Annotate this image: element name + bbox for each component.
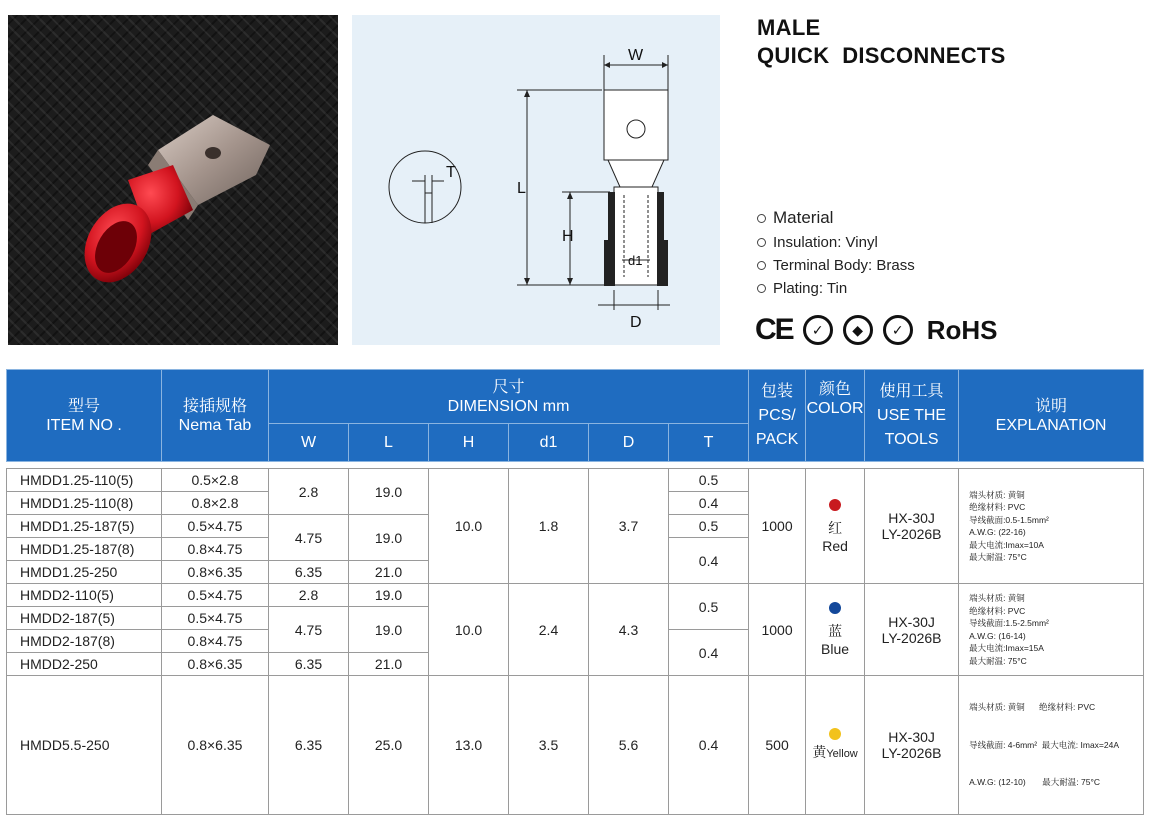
label-l: L [517, 180, 526, 197]
yellow-dot-icon [829, 728, 841, 740]
cell-tools [865, 676, 959, 815]
cell-l: 21.0 [349, 653, 429, 676]
cell-t: 0.5 [669, 584, 749, 630]
header-nema-tab: 接插规格 Nema Tab [162, 370, 269, 462]
nema-tab: 0.5×2.8 [162, 469, 269, 492]
bullet-icon [757, 261, 766, 270]
color-en: Blue [821, 641, 850, 657]
header-d: D [589, 424, 669, 462]
explanation-line: A.W.G: (16-14) [969, 630, 1026, 641]
cell-t: 0.4 [669, 630, 749, 676]
cell-t: 0.4 [669, 676, 749, 815]
cell-tools [865, 584, 959, 676]
cell-color [806, 584, 865, 676]
nema-tab: 0.8×4.75 [162, 630, 269, 653]
cell-pack: 1000 [749, 584, 806, 676]
tool-2: LY-2026B [881, 744, 942, 761]
cell-w: 4.75 [269, 515, 349, 561]
header-h: H [429, 424, 509, 462]
certification-seal-icon: ✓ [803, 315, 833, 345]
label-d1: d1 [628, 253, 643, 268]
cell-explanation [959, 469, 1144, 584]
explanation-line: 导线截面:0.5-1.5mm² [969, 514, 1049, 525]
explanation-line: 端头材质: 黄铜 [969, 593, 1025, 603]
header-w: W [269, 424, 349, 462]
sgs-seal-icon: ✓ [883, 315, 913, 345]
nema-tab: 0.8×6.35 [162, 676, 269, 815]
item-no: HMDD1.25-110(8) [7, 492, 162, 515]
color-en: Red [822, 537, 848, 554]
header-pack: 包装 PCS/ PACK [749, 370, 806, 462]
cell-t: 0.4 [669, 492, 749, 515]
cell-l: 21.0 [349, 561, 429, 584]
title-line-1: MALE [757, 15, 821, 40]
explanation-line: 最大电流:Imax=10A [969, 539, 1044, 550]
cell-explanation [959, 676, 1144, 815]
terminal-diagram [352, 15, 720, 345]
explanation-line: 端头材质: 黄铜 [969, 489, 1025, 500]
cell-w: 4.75 [269, 607, 349, 653]
item-no: HMDD1.25-187(8) [7, 538, 162, 561]
item-no: HMDD2-187(8) [7, 630, 162, 653]
tool-1: HX-30J [888, 728, 935, 745]
certification-logos [755, 313, 997, 347]
blue-dot-icon [829, 602, 841, 614]
cell-w: 6.35 [269, 676, 349, 815]
explanation-line: 绝缘材料: PVC [969, 605, 1026, 616]
tool-1: HX-30J [888, 613, 935, 630]
cell-h: 10.0 [429, 469, 509, 584]
nema-tab: 0.8×2.8 [162, 492, 269, 515]
spec-table [6, 369, 1144, 815]
table-row [7, 676, 1144, 815]
nema-tab: 0.8×6.35 [162, 561, 269, 584]
material-item: Plating: Tin [773, 280, 848, 297]
cell-l: 19.0 [349, 584, 429, 607]
material-heading: Material [773, 208, 834, 227]
nema-tab: 0.5×4.75 [162, 607, 269, 630]
explanation-line: 绝缘材料: PVC [969, 502, 1026, 512]
header-d1: d1 [509, 424, 589, 462]
quality-seal-icon: ◆ [843, 315, 873, 345]
header-l: L [349, 424, 429, 462]
bullet-icon [757, 238, 766, 247]
cell-d: 5.6 [589, 676, 669, 815]
cell-l: 19.0 [349, 607, 429, 653]
ce-mark-icon: CE [755, 313, 793, 346]
cell-w: 6.35 [269, 653, 349, 676]
cell-h: 10.0 [429, 584, 509, 676]
cell-pack: 1000 [749, 469, 806, 584]
table-row [7, 584, 1144, 607]
bullet-icon [757, 284, 766, 293]
item-no: HMDD2-250 [7, 653, 162, 676]
cell-d1: 1.8 [509, 469, 589, 584]
explanation-line: 最大耐温: 75°C [969, 655, 1027, 666]
title-line-2: QUICK DISCONNECTS [757, 43, 1006, 68]
label-h: H [562, 228, 574, 245]
color-cn: 红 [828, 519, 843, 536]
label-w: W [628, 47, 644, 64]
cell-tools [865, 469, 959, 584]
item-no: HMDD2-110(5) [7, 584, 162, 607]
header-dimension: 尺寸 DIMENSION mm [269, 370, 749, 424]
cell-d1: 2.4 [509, 584, 589, 676]
product-title [757, 14, 1006, 70]
item-no: HMDD5.5-250 [7, 676, 162, 815]
explanation-line: A.W.G: (12-10) 最大耐温: 75°C [969, 777, 1100, 787]
item-no: HMDD1.25-250 [7, 561, 162, 584]
nema-tab: 0.5×4.75 [162, 515, 269, 538]
cell-d: 3.7 [589, 469, 669, 584]
item-no: HMDD1.25-187(5) [7, 515, 162, 538]
cell-t: 0.5 [669, 469, 749, 492]
nema-tab: 0.8×6.35 [162, 653, 269, 676]
cell-t: 0.5 [669, 515, 749, 538]
tool-1: HX-30J [888, 510, 935, 526]
nema-tab: 0.8×4.75 [162, 538, 269, 561]
label-d: D [630, 314, 642, 331]
color-cn: 黄 [812, 743, 827, 760]
bullet-icon [757, 214, 766, 223]
explanation-line: 导线截面: 4-6mm² 最大电流: Imax=24A [969, 739, 1120, 750]
cell-d: 4.3 [589, 584, 669, 676]
tool-2: LY-2026B [881, 526, 942, 542]
cell-w: 2.8 [269, 469, 349, 515]
header-tools: 使用工具 USE THE TOOLS [865, 370, 959, 462]
nema-tab: 0.5×4.75 [162, 584, 269, 607]
cell-color [806, 676, 865, 815]
rohs-mark: RoHS [926, 314, 998, 345]
cell-color [806, 469, 865, 584]
item-no: HMDD2-187(5) [7, 607, 162, 630]
cell-w: 6.35 [269, 561, 349, 584]
cell-l: 25.0 [349, 676, 429, 815]
cell-w: 2.8 [269, 584, 349, 607]
cell-t: 0.4 [669, 538, 749, 584]
red-dot-icon [829, 499, 841, 511]
header-t: T [669, 424, 749, 462]
tool-2: LY-2026B [881, 629, 942, 646]
explanation-line: 最大耐温: 75°C [969, 552, 1027, 562]
header-explanation: 说明 EXPLANATION [959, 370, 1144, 462]
header-color: 颜色 COLOR [806, 370, 865, 462]
cell-explanation [959, 584, 1144, 676]
male-disconnect-image [8, 15, 338, 345]
explanation-line: 最大电流:Imax=15A [969, 643, 1044, 653]
table-row [7, 469, 1144, 492]
color-en: Yellow [826, 747, 858, 760]
cell-l: 19.0 [349, 515, 429, 561]
label-t: T [446, 164, 456, 181]
material-item: Insulation: Vinyl [773, 234, 878, 251]
header-item-no: 型号 ITEM NO . [7, 370, 162, 462]
dimension-drawing [352, 15, 720, 345]
explanation-line: 导线截面:1.5-2.5mm² [969, 618, 1049, 628]
cell-l: 19.0 [349, 469, 429, 515]
explanation-line: A.W.G: (22-16) [969, 527, 1026, 537]
item-no: HMDD1.25-110(5) [7, 469, 162, 492]
cell-pack: 500 [749, 676, 806, 815]
material-list [757, 205, 915, 300]
material-item: Terminal Body: Brass [773, 257, 915, 274]
color-cn: 蓝 [828, 623, 843, 639]
cell-h: 13.0 [429, 676, 509, 815]
explanation-line: 端头材质: 黄铜 绝缘材料: PVC [969, 702, 1096, 712]
product-photo [8, 15, 338, 345]
cell-d1: 3.5 [509, 676, 589, 815]
